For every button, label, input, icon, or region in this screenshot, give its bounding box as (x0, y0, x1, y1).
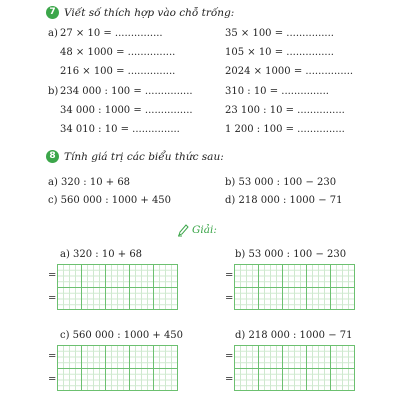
exercise-8-title: Tính giá trị các biểu thức sau: (64, 151, 224, 163)
solution-b-eq-1: = (225, 270, 234, 281)
ex7-a-left-2: 48 × 1000 = ............... (60, 47, 176, 58)
solution-c-grid[interactable] (57, 345, 178, 391)
ex7-b-right-2: 23 100 : 10 = ............... (225, 105, 345, 116)
part-b-label: b) (48, 86, 59, 97)
exercise-8-badge: 8 (46, 150, 59, 163)
solution-b-eq-2: = (225, 293, 234, 304)
solution-d-eq-1: = (225, 351, 234, 362)
solution-c-expression: c) 560 000 : 1000 + 450 (60, 330, 184, 341)
pencil-icon (177, 222, 189, 236)
ex7-b-left-3: 34 010 : 10 = ............... (60, 124, 180, 135)
solution-b-expression: b) 53 000 : 100 − 230 (235, 249, 347, 260)
ex8-item-b: b) 53 000 : 100 − 230 (225, 177, 337, 188)
solution-a-eq-2: = (48, 293, 57, 304)
solution-b-grid[interactable] (234, 264, 355, 310)
solution-d-eq-2: = (225, 374, 234, 385)
solution-a-expression: a) 320 : 10 + 68 (60, 249, 143, 260)
ex7-b-right-3: 1 200 : 100 = ............... (225, 124, 345, 135)
ex8-item-a: a) 320 : 10 + 68 (48, 177, 131, 188)
part-a-label: a) (48, 28, 58, 39)
ex8-item-d: d) 218 000 : 1000 − 71 (225, 195, 343, 206)
solution-c-eq-2: = (48, 374, 57, 385)
ex8-item-c: c) 560 000 : 1000 + 450 (48, 195, 172, 206)
ex7-a-right-3: 2024 × 1000 = ............... (225, 66, 354, 77)
ex7-a-left-3: 216 × 100 = ............... (60, 66, 176, 77)
solution-d-grid[interactable] (234, 345, 355, 391)
solution-a-eq-1: = (48, 270, 57, 281)
exercise-7-title: Viết số thích hợp vào chỗ trống: (64, 7, 235, 19)
ex7-a-right-1: 35 × 100 = ............... (225, 28, 334, 39)
solution-d-expression: d) 218 000 : 1000 − 71 (235, 330, 353, 341)
ex7-b-right-1: 310 : 10 = ............... (225, 86, 329, 97)
solution-a-grid[interactable] (57, 264, 178, 310)
ex7-b-left-1: 234 000 : 100 = ............... (60, 86, 193, 97)
solution-c-eq-1: = (48, 351, 57, 362)
ex7-b-left-2: 34 000 : 1000 = ............... (60, 105, 193, 116)
ex7-a-right-2: 105 × 10 = ............... (225, 47, 334, 58)
solution-label: Giải: (192, 224, 217, 236)
ex7-a-left-1: 27 × 10 = ............... (60, 28, 163, 39)
exercise-7-badge: 7 (46, 6, 59, 19)
